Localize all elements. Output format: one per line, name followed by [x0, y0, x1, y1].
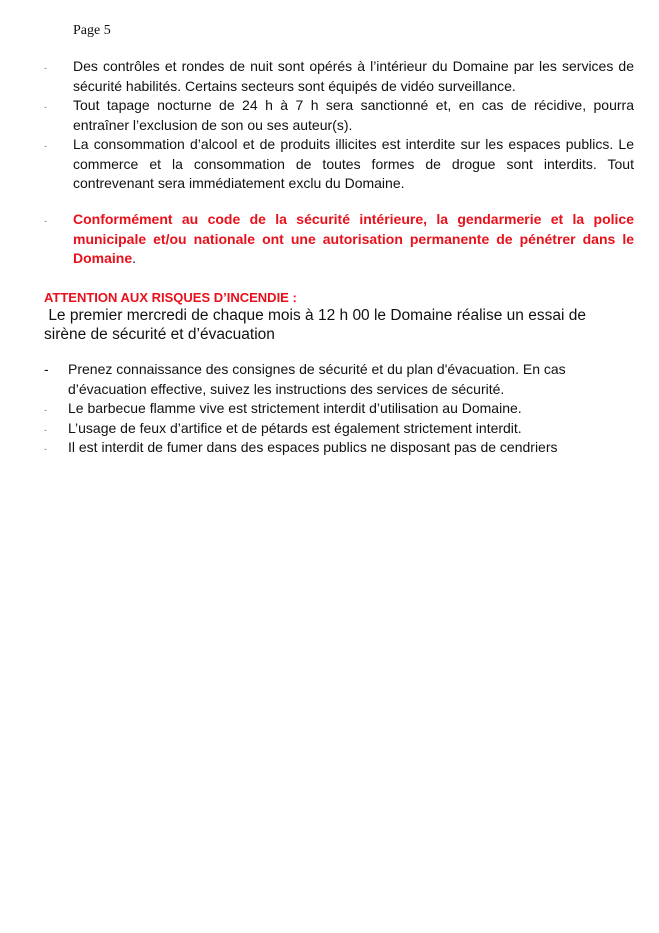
fire-heading: ATTENTION AUX RISQUES D’INCENDIE : — [44, 290, 297, 305]
bullet-marker: - — [44, 216, 47, 226]
rule-barbecue: Le barbecue flamme vive est strictement interdit d’utilisation au Domaine. — [68, 400, 522, 416]
bullet-marker: - — [44, 444, 47, 454]
rule-night-patrols: Des contrôles et rondes de nuit sont opérés à l’intérieur du Domaine par les services de sécurité habilités. Certains secteurs sont équipés de vidéo surveillance. — [73, 58, 634, 94]
bullet-marker: - — [44, 141, 47, 151]
siren-test-notice — [44, 306, 614, 344]
siren-test-text: Le premier mercredi de chaque mois à 12 h 00 le Domaine réalise un essai de sirène de sécurité et d’évacuation — [44, 307, 586, 343]
rule-alcohol-drugs: La consommation d’alcool et de produits illicites est interdite sur les espaces publics. Le commerce et la consommation de toutes formes de drogue sont interdits. Tout contrevenant sera immédiatement exclu du Domaine. — [73, 136, 634, 191]
rule-smoking: Il est interdit de fumer dans des espaces publics ne disposant pas de cendriers — [68, 439, 558, 455]
bullet-marker: - — [44, 63, 47, 73]
bullet-marker: - — [44, 425, 47, 435]
legal-notice-text: Conformément au code de la sécurité intérieure, la gendarmerie et la police municipale et/ou nationale ont une autorisation permanente de pénétrer dans le Domaine — [73, 211, 634, 266]
rule-noise: Tout tapage nocturne de 24 h à 7 h sera sanctionné et, en cas de récidive, pourra entraîner l’exclusion de son ou ses auteur(s). — [73, 97, 634, 133]
bullet-marker: - — [44, 361, 49, 377]
legal-notice — [73, 210, 634, 269]
page-number: Page 5 — [73, 23, 111, 38]
rule-evacuation: Prenez connaissance des consignes de sécurité et du plan d'évacuation. En cas d’évacuation effective, suivez les instructions des services de sécurité. — [68, 361, 566, 397]
bullet-marker: - — [44, 405, 47, 415]
legal-notice-period: . — [132, 250, 137, 266]
rule-fireworks: L’usage de feux d’artifice et de pétards est également strictement interdit. — [68, 420, 522, 436]
bullet-marker: - — [44, 102, 47, 112]
